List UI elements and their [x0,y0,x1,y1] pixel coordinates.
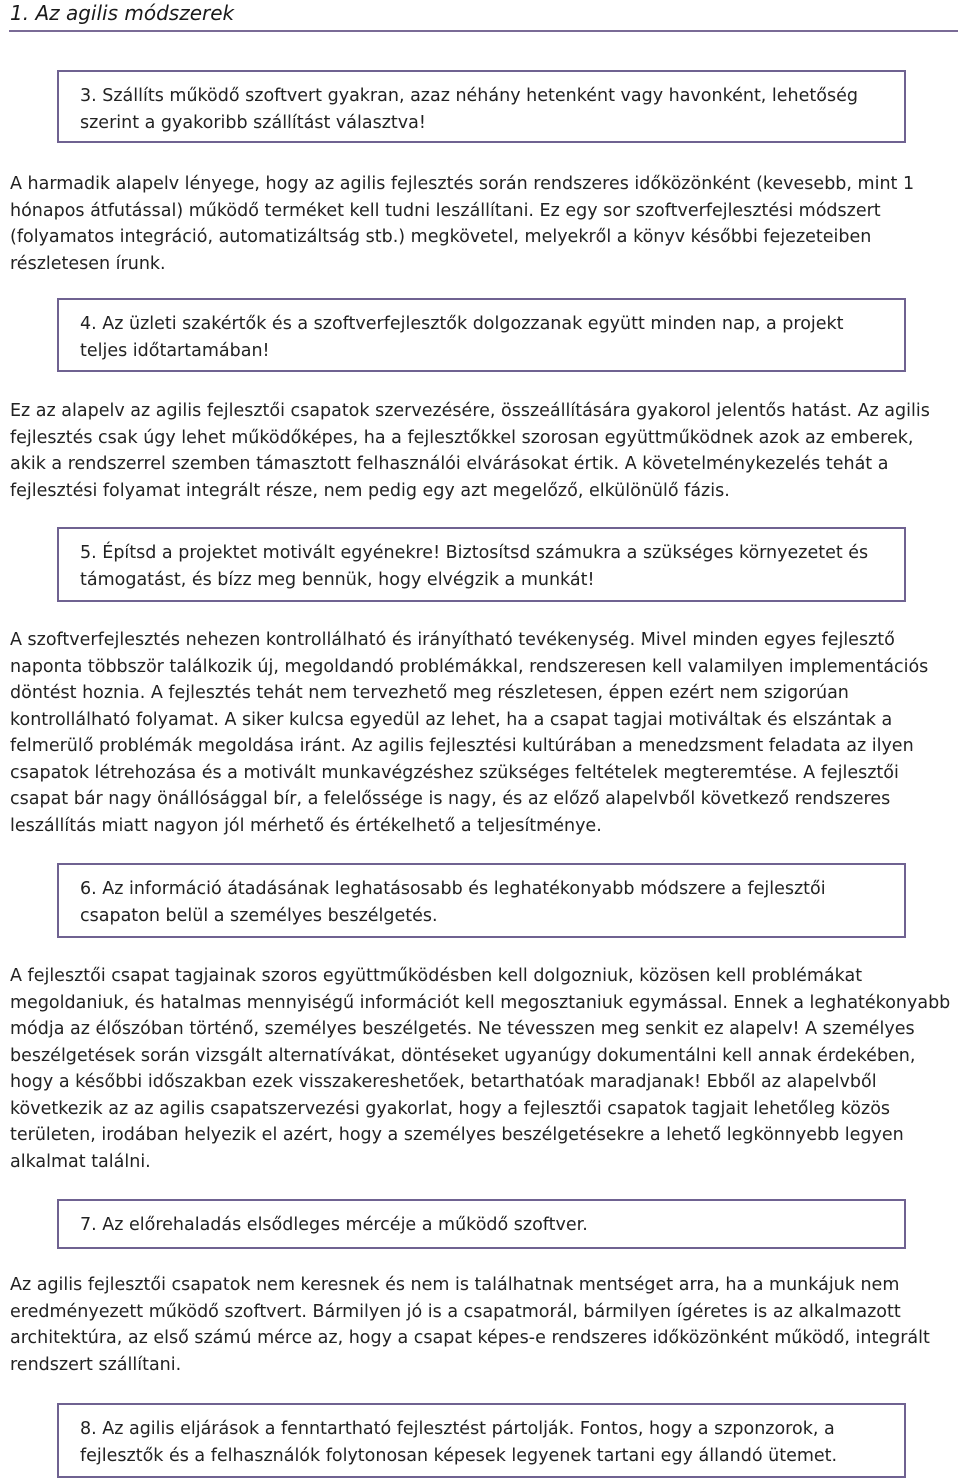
paragraph-principle-5: A szoftverfejlesztés nehezen kontrollálható és irányítható tevékenység. Mivel minden egyes fejlesztő naponta többször találkozik új, megoldandó problémákkal, rendszeresen kell valamilyen implementációs döntést hoznia. A fejlesztés tehát nem tervezhető meg részletesen, éppen ezért nem szigorúan kontrollálható folyamat. A siker kulcsa egyedül az lehet, ha a csapat tagjai motiváltak és elszántak a felmerülő problémák megoldása iránt. Az agilis fejlesztési kultúrában a menedzsment feladata az ilyen csapatok létrehozása és a motivált munkavégzéshez szükséges feltételek megteremtése. A fejlesztői csapat bár nagy önállósággal bír, a felelőssége is nagy, és az előző alapelvből következő rendszeres leszállítás miatt nagyon jól mérhető és értékelhető a teljesítménye. [10,630,929,836]
principle-text: 4. Az üzleti szakértők és a szoftverfejlesztők dolgozzanak együtt minden nap, a projekt teljes időtartamában! [80,314,844,361]
paragraph-principle-4: Ez az alapelv az agilis fejlesztői csapatok szervezésére, összeállítására gyakorol jelentős hatást. Az agilis fejlesztés csak úgy lehet működőképes, ha a fejlesztőkkel szorosan együttműködnek azok az emberek, akik a rendszerrel szemben támasztott felhasználói elvárásokat értik. A követelménykezelés tehát a fejlesztési folyamat integrált része, nem pedig egy azt megelőző, elkülönülő fázis. [10,401,930,501]
paragraph-principle-3: A harmadik alapelv lényege, hogy az agilis fejlesztés során rendszeres időközönként (kevesebb, mint 1 hónapos átfutással) működő terméket kell tudni leszállítani. Ez egy sor szoftverfejlesztési módszert (folyamatos integráció, automatizáltság stb.) megkövetel, melyekről a könyv későbbi fejezeteiben részletesen írunk. [10,174,915,274]
principle-box-8 [57,1403,906,1478]
principle-box-7 [57,1199,906,1249]
principle-text: 7. Az előrehaladás elsődleges mércéje a működő szoftver. [80,1215,588,1235]
principle-box-4 [57,298,906,372]
principle-text: 8. Az agilis eljárások a fenntartható fejlesztést pártolják. Fontos, hogy a szponzorok, a fejlesztők és a felhasználók folytonosan képesek legyenek tartani egy állandó ütemet. [80,1419,838,1466]
principle-text: 6. Az információ átadásának leghatásosabb és leghatékonyabb módszere a fejlesztői csapaton belül a személyes beszélgetés. [80,879,826,926]
section-title: 1. Az agilis módszerek [10,1,235,25]
principle-text: 3. Szállíts működő szoftvert gyakran, azaz néhány hetenként vagy havonként, lehetőség szerint a gyakoribb szállítást választva! [80,86,858,133]
principle-box-6 [57,863,906,938]
paragraph-principle-7: Az agilis fejlesztői csapatok nem keresnek és nem is találhatnak mentséget arra, ha a munkájuk nem eredményezett működő szoftvert. Bármilyen jó is a csapatmorál, bármilyen ígéretes is az alkalmazott architektúra, az első számú mérce az, hogy a csapat képes-e rendszeres időközönként működő, integrált rendszert szállítani. [10,1275,930,1375]
principle-box-3 [57,70,906,143]
paragraph-principle-6: A fejlesztői csapat tagjainak szoros együttműködésben kell dolgozniuk, közösen kell problémákat megoldaniuk, és hatalmas mennyiségű információt kell megosztaniuk egymással. Ennek a leghatékonyabb módja az élőszóban történő, személyes beszélgetés. Ne tévesszen meg senkit ez alapelv! A személyes beszélgetések során vizsgált alternatívákat, döntéseket ugyanúgy dokumentálni kell annak érdekében, hogy a későbbi időszakban ezek visszakereshetőek, betarthatóak maradjanak! Ebből az alapelvből következik az az agilis csapatszervezési gyakorlat, hogy a fejlesztői csapatok tagjait lehetőleg közös területen, irodában helyezik el azért, hogy a személyes beszélgetésekre a lehető legkönnyebb legyen alkalmat találni. [10,966,951,1172]
principle-box-5 [57,527,906,602]
principle-text: 5. Építsd a projektet motivált egyénekre! Biztosítsd számukra a szükséges környezetet és támogatást, és bízz meg bennük, hogy elvégzik a munkát! [80,543,869,590]
header-divider [9,30,958,32]
